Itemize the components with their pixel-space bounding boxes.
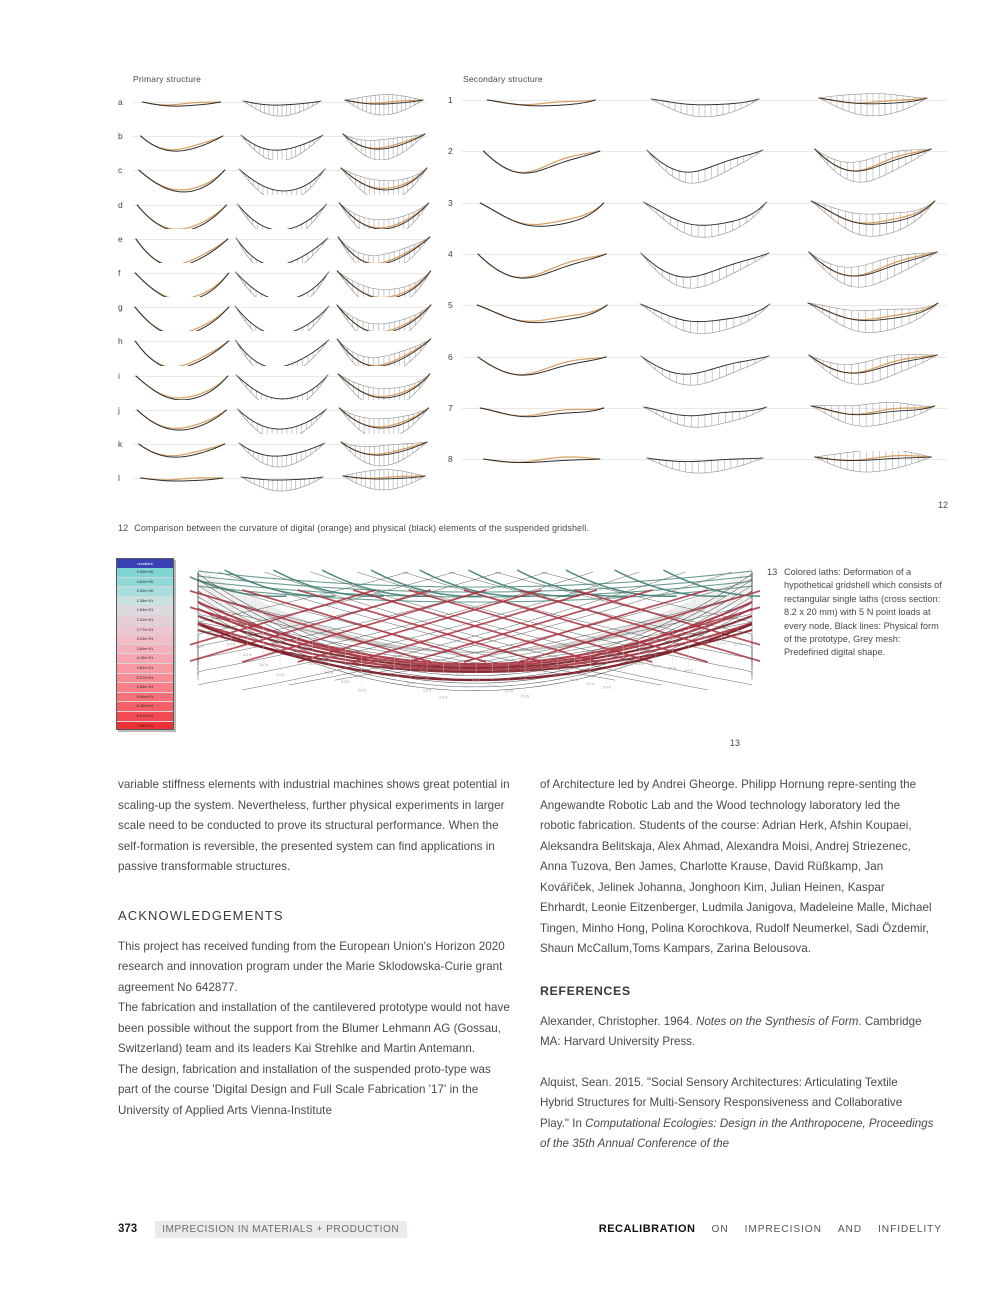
load-label: 5.0 N bbox=[635, 661, 644, 666]
legend-row: 6.45e+01 bbox=[117, 702, 173, 712]
figure-12-row-label: 7 bbox=[448, 402, 453, 413]
figure-12-row bbox=[118, 160, 428, 194]
footer-page-number: 373 bbox=[118, 1223, 138, 1235]
load-label: 5.0 N bbox=[325, 671, 334, 676]
figure-12-row-label: 1 bbox=[448, 95, 453, 105]
figure-12-secondary-panel bbox=[448, 92, 948, 504]
load-label: 5.0 N bbox=[210, 631, 219, 636]
load-label: 5.0 N bbox=[406, 681, 415, 686]
load-label: 5.0 N bbox=[570, 678, 579, 683]
load-label: 5.0 N bbox=[602, 685, 612, 690]
figure-12-row bbox=[118, 263, 428, 297]
figure-13-caption-text: Colored laths: Deformation of a hypothetical gridshell which consists of rectangular single laths (cross section: 8.2 x 20 mm) with 5 N point loads at every node, Black lines: Physical form of the prototype, Grey mesh: Predefined digital shape. bbox=[784, 567, 942, 658]
figure-13-color-legend bbox=[116, 558, 174, 730]
figure-12-row-label: 2 bbox=[448, 146, 453, 157]
legend-row: 7.38e+01 bbox=[117, 722, 173, 731]
load-label: 5.0 N bbox=[488, 683, 497, 688]
load-label: 5.0 N bbox=[276, 673, 285, 678]
figure-12-row-label: l bbox=[118, 473, 120, 484]
right-paragraph-1: of Architecture led by Andrei Gheorge. Philipp Hornung repre-senting the Angewandte Robotic Lab and the Wood technology laboratory led the robotic fabrication. Students of the course: Adrian Herk, Afshin Koupaei, Aleksandra Belitskaja, Alex Ahmad, Alexandra Moisi, Andrej Striezenec, Anna Tuzova, Ben James, Charlotte Krause, David Rüßkamp, Jan Kovářiček, Jelinek Johanna, Jonghoon Kim, Julian Heinen, Kaspar Ehrhardt, Leonie Eitzenberger, Ludmila Janigova, Madeleine Malle, Michael Tingen, Minho Hong, Polina Korochkova, Rudolf Neumerkel, Sadi Özdemir, Shaun McCallum,Toms Kampars, Zarina Belousova. bbox=[540, 778, 932, 955]
load-label: 5.0 N bbox=[619, 658, 628, 663]
load-label: 5.0 N bbox=[390, 674, 399, 679]
load-label: 5.0 N bbox=[553, 673, 562, 678]
curve-diagram bbox=[132, 263, 432, 297]
load-label: 5.0 N bbox=[733, 642, 742, 647]
reference-2-text-a: Alquist, Sean. 2015. "Social Sensory Architectures: Articulating Textile Hybrid Structures for Multi-Sensory Responsiveness and Collaborative Play." In bbox=[540, 1075, 903, 1130]
figure-12-caption-text: Comparison between the curvature of digital (orange) and physical (black) elements of the suspended gridshell. bbox=[134, 523, 589, 533]
figure-12-number: 12 bbox=[937, 500, 948, 510]
page-footer bbox=[118, 1218, 942, 1240]
figure-12-row-label: h bbox=[118, 336, 123, 347]
load-label: 5.0 N bbox=[521, 694, 530, 699]
legend-title: resultant bbox=[117, 559, 173, 568]
figure-12-row-label: f bbox=[118, 268, 121, 278]
curve-diagram bbox=[132, 366, 432, 400]
curve-diagram bbox=[132, 331, 432, 365]
curve-diagram bbox=[462, 92, 952, 143]
curve-diagram bbox=[462, 297, 952, 348]
figure-12-row bbox=[118, 366, 428, 400]
load-label: 5.0 N bbox=[455, 671, 464, 676]
figure-12-row bbox=[118, 195, 428, 229]
figure-12-row-label: k bbox=[118, 439, 123, 449]
footer-brand: RECALIBRATION bbox=[598, 1223, 696, 1235]
footer-tagline-on: ON bbox=[711, 1224, 729, 1235]
legend-row: 5.53e+01 bbox=[117, 683, 173, 693]
figure-12-row bbox=[448, 400, 948, 451]
legend-row: 5.99e+01 bbox=[117, 693, 173, 703]
acknowledgements-paragraph-3: The design, fabrication and installation of the suspended proto-type was part of the course 'Digital Design and Full Scale Fabrication '17' in the University of Applied Arts Vienna-Institute bbox=[118, 1062, 491, 1117]
legend-row: 2.77e+01 bbox=[117, 626, 173, 636]
references-heading: REFERENCES bbox=[540, 983, 631, 998]
figure-12-row-label: d bbox=[118, 199, 123, 210]
load-label: 5.0 N bbox=[537, 669, 546, 674]
figure-12-row-label: g bbox=[118, 302, 123, 313]
figure-12-row bbox=[118, 468, 428, 502]
figure-12-row-label: j bbox=[118, 404, 120, 415]
left-paragraph-1: variable stiffness elements with industrial machines shows great potential in scaling-up the system. Nevertheless, further physical experiments in larger scale need to be conducted to prove its structural performance. When the self-formation is reversible, the presented system can find applications in passive transformable structures. bbox=[118, 778, 510, 873]
gridshell-svg bbox=[190, 556, 760, 736]
figure-12-row bbox=[118, 434, 428, 468]
curve-diagram bbox=[132, 126, 432, 160]
load-label: 5.0 N bbox=[243, 652, 252, 657]
curve-diagram bbox=[462, 349, 952, 400]
figure-12-secondary-structure-label: Secondary structure bbox=[463, 74, 543, 84]
legend-row: 3.23e+01 bbox=[117, 635, 173, 645]
figure-12-row-label: b bbox=[118, 131, 123, 142]
curve-diagram bbox=[132, 468, 432, 502]
legend-row: 4.61e+00 bbox=[117, 578, 173, 588]
footer-tagline-imprecision: IMPRECISION bbox=[744, 1224, 822, 1235]
figure-12 bbox=[118, 62, 948, 512]
figure-12-caption-number: 12 bbox=[118, 523, 129, 533]
figure-12-row bbox=[118, 92, 428, 126]
reference-entry-2 bbox=[540, 1073, 934, 1155]
load-label: 5.0 N bbox=[717, 641, 726, 646]
right-text-column bbox=[540, 775, 934, 1155]
figure-12-row-label: c bbox=[118, 165, 123, 176]
reference-1-text-a: Alexander, Christopher. 1964. bbox=[540, 1014, 696, 1028]
reference-1-text-b: . Cambridge MA: Harvard University Press. bbox=[540, 1014, 922, 1048]
figure-13-caption-number: 13 bbox=[767, 567, 778, 577]
reference-1-title: Notes on the Synthesis of Form bbox=[695, 1014, 859, 1028]
load-label: 5.0 N bbox=[472, 678, 481, 682]
load-label: 5.0 N bbox=[700, 640, 710, 645]
footer-tagline-infidelity: INFIDELITY bbox=[878, 1224, 942, 1235]
legend-row: 2.31e+01 bbox=[117, 616, 173, 626]
load-label: 5.0 N bbox=[195, 644, 205, 649]
figure-12-row bbox=[448, 195, 948, 246]
load-label: 5.0 N bbox=[374, 666, 383, 671]
load-label: 5.0 N bbox=[684, 668, 693, 673]
body-text-columns bbox=[118, 775, 942, 1190]
figure-12-row bbox=[448, 246, 948, 297]
figure-12-row bbox=[118, 126, 428, 160]
figure-12-row bbox=[448, 297, 948, 348]
load-label: 5.0 N bbox=[259, 663, 268, 668]
curve-diagram bbox=[132, 195, 432, 229]
curve-diagram bbox=[462, 246, 952, 297]
load-label: 5.0 N bbox=[292, 652, 301, 657]
reference-2-title: Computational Ecologies: Design in the Anthropocene, Proceedings of the 35th Annual Conference of the bbox=[540, 1116, 934, 1150]
legend-row: 1.84e+01 bbox=[117, 606, 173, 616]
legend-row: 1.38e+01 bbox=[117, 597, 173, 607]
load-label: 5.0 N bbox=[227, 642, 236, 647]
figure-12-row bbox=[118, 400, 428, 434]
figure-12-row-label: 3 bbox=[448, 197, 453, 208]
curve-diagram bbox=[462, 451, 952, 502]
legend-row: 6.91e+01 bbox=[117, 712, 173, 722]
legend-row: 4.15e+01 bbox=[117, 654, 173, 664]
load-label: 5.0 N bbox=[308, 662, 317, 667]
curve-diagram bbox=[462, 195, 952, 246]
load-label: 5.0 N bbox=[651, 664, 661, 669]
footer-tagline-and: AND bbox=[837, 1224, 863, 1235]
acknowledgements-heading: ACKNOWLEDGEMENTS bbox=[118, 907, 284, 923]
curve-diagram bbox=[132, 160, 432, 194]
figure-12-row-label: e bbox=[118, 233, 123, 244]
load-label: 5.0 N bbox=[586, 682, 595, 686]
figure-13-number: 13 bbox=[730, 738, 741, 748]
curve-diagram bbox=[132, 297, 432, 331]
footer-brand-block bbox=[599, 1223, 942, 1235]
figure-13 bbox=[112, 556, 952, 746]
curve-diagram bbox=[132, 229, 432, 263]
figure-12-row-label: 6 bbox=[448, 351, 453, 362]
legend-row: 4.61e+01 bbox=[117, 664, 173, 674]
figure-12-row bbox=[448, 92, 948, 143]
figure-12-row bbox=[118, 331, 428, 365]
legend-row: 0.00e+00 bbox=[117, 568, 173, 578]
acknowledgements-paragraph-1: This project has received funding from the European Union's Horizon 2020 research and innovation program under the Marie Sklodowska-Curie grant agreement No 642877. bbox=[118, 939, 505, 994]
figure-12-row bbox=[448, 349, 948, 400]
legend-row: 5.07e+01 bbox=[117, 674, 173, 684]
figure-12-row bbox=[118, 229, 428, 263]
figure-12-row bbox=[448, 143, 948, 194]
left-text-column bbox=[118, 775, 512, 1121]
acknowledgements-paragraph-2: The fabrication and installation of the cantilevered prototype would not have been possible without the support from the Blumer Lehmann AG (Gossau, Switzerland) team and its leaders Kai Strehlke and Martin Antemann. bbox=[118, 1001, 510, 1055]
load-label: 5.0 N bbox=[341, 679, 350, 684]
gridshell-deformation-render bbox=[190, 556, 760, 736]
figure-13-caption bbox=[767, 566, 947, 660]
load-label: 5.0 N bbox=[423, 688, 432, 693]
figure-12-primary-panel bbox=[118, 92, 428, 504]
figure-12-row-label: a bbox=[118, 97, 123, 107]
load-label: 5.0 N bbox=[504, 689, 513, 694]
figure-12-row-label: 5 bbox=[448, 300, 453, 311]
curve-diagram bbox=[462, 400, 952, 451]
legend-row: 3.69e+01 bbox=[117, 645, 173, 655]
figure-12-row bbox=[118, 297, 428, 331]
figure-12-row-label: 8 bbox=[448, 454, 453, 465]
load-label: 5.0 N bbox=[439, 695, 448, 700]
load-label: 5.0 N bbox=[668, 666, 677, 671]
footer-running-head: IMPRECISION IN MATERIALS + PRODUCTION bbox=[155, 1221, 407, 1238]
reference-spacer bbox=[540, 1053, 934, 1073]
figure-12-row bbox=[448, 451, 948, 502]
curve-diagram bbox=[132, 400, 432, 434]
curve-diagram bbox=[132, 92, 432, 126]
figure-12-primary-structure-label: Primary structure bbox=[133, 74, 202, 84]
curve-diagram bbox=[132, 434, 432, 468]
reference-entry-1 bbox=[540, 1012, 934, 1053]
curve-diagram bbox=[462, 143, 952, 194]
figure-12-caption bbox=[118, 523, 938, 533]
legend-row: 9.22e+00 bbox=[117, 587, 173, 597]
figure-12-row-label: i bbox=[118, 370, 120, 381]
load-label: 5.0 N bbox=[357, 688, 366, 693]
figure-12-row-label: 4 bbox=[448, 248, 453, 259]
